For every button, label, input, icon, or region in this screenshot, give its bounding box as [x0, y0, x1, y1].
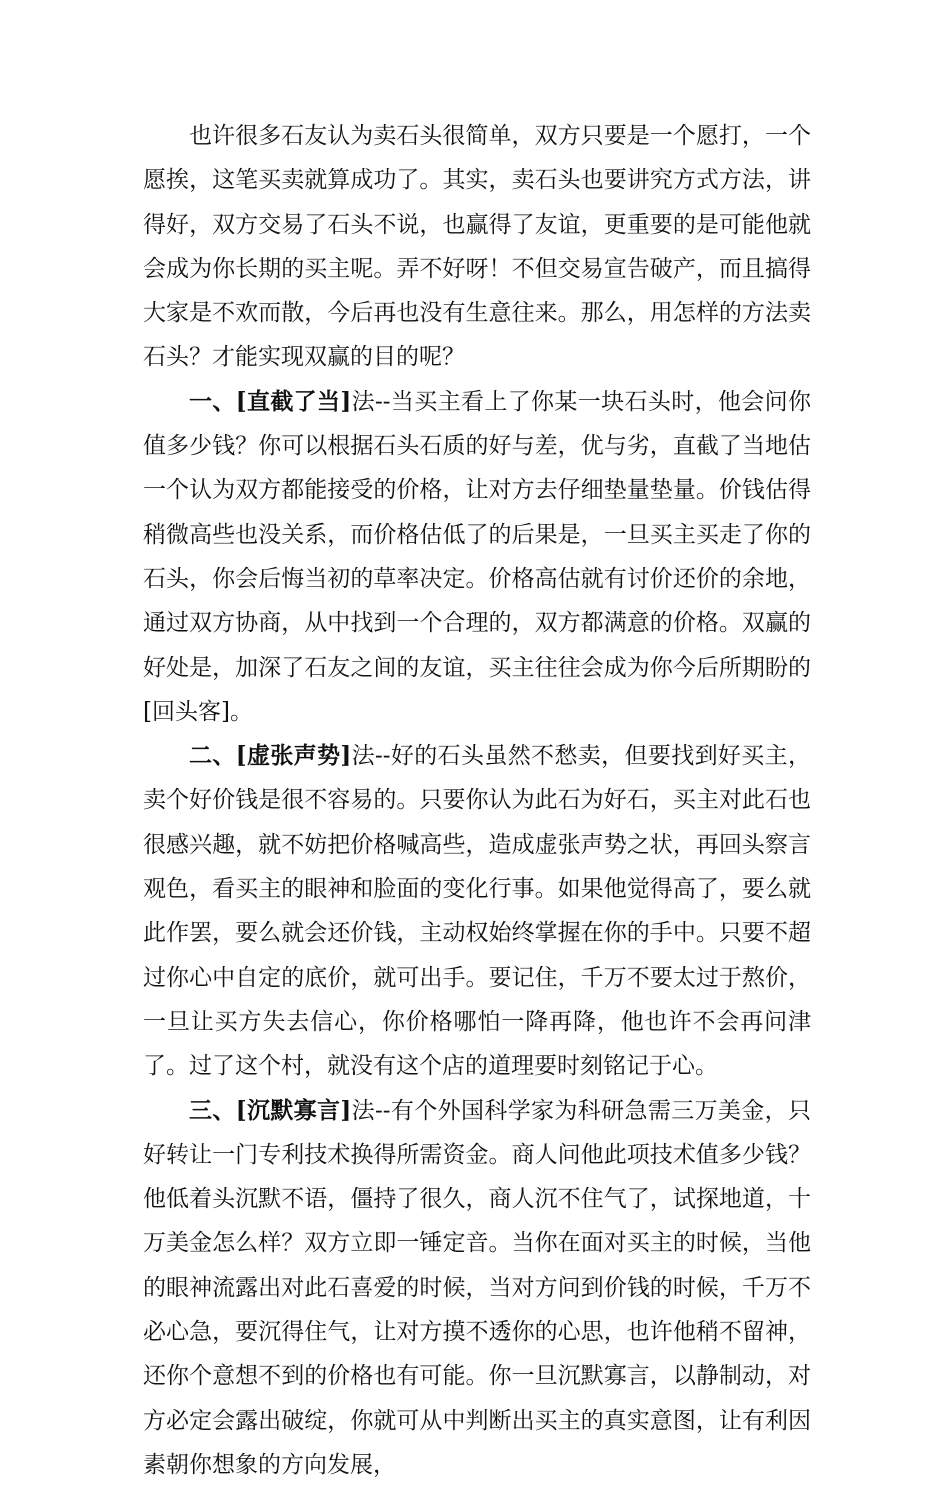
intro-paragraph: 也许很多石友认为卖石头很简单，双方只要是一个愿打，一个愿挨，这笔买卖就算成功了。其实，卖石头也要讲究方式方法，讲得好，双方交易了石头不说，也赢得了友谊，更重要的是可能他就会成为你长期的买主呢。弄不好呀！不但交易宣告破产，而且搞得大家是不欢而散，今后再也没有生意往来。那么，用怎样的方法卖石头？才能实现双赢的目的呢？ — [143, 123, 811, 371]
section-3-heading: 三、[沉默寡言] — [189, 1096, 352, 1124]
section-3-paragraph — [143, 1089, 811, 1487]
section-3-body: 法--有个外国科学家为科研急需三万美金，只好转让一门专利技术换得所需资金。商人问他此项技术值多少钱？他低着头沉默不语，僵持了很久，商人沉不住气了，试探地道，十万美金怎么样？双方立即一锤定音。当你在面对买主的时候，当他的眼神流露出对此石喜爱的时候，当对方问到价钱的时候，千万不必心急，要沉得住气，让对方摸不透你的心思，也许他稍不留神，还你个意想不到的价格也有可能。你一旦沉默寡言，以静制动，对方必定会露出破绽，你就可从中判断出买主的真实意图，让有利因素朝你想象的方向发展， — [143, 1097, 812, 1478]
section-1-body: 法--当买主看上了你某一块石头时，他会问你值多少钱？你可以根据石头石质的好与差，优与劣，直截了当地估一个认为双方都能接受的价格，让对方去仔细垫量垫量。价钱估得稍微高些也没关系，而价格估低了的后果是，一旦买主买走了你的石头，你会后悔当初的草率决定。价格高估就有讨价还价的余地，通过双方协商，从中找到一个合理的，双方都满意的价格。双赢的好处是，加深了石友之间的友谊，买主往往会成为你今后所期盼的[回头客]。 — [143, 388, 812, 725]
section-1-heading: 一、[直截了当] — [189, 387, 352, 415]
section-2-heading: 二、[虚张声势] — [189, 742, 352, 770]
article-body — [143, 114, 811, 1487]
section-1-paragraph — [143, 380, 811, 734]
section-2-body: 法--好的石头虽然不愁卖，但要找到好买主，卖个好价钱是很不容易的。只要你认为此石为好石，买主对此石也很感兴趣，就不妨把价格喊高些，造成虚张声势之状，再回头察言观色，看买主的眼神和脸面的变化行事。如果他觉得高了，要么就此作罢，要么就会还价钱，主动权始终掌握在你的手中。只要不超过你心中自定的底价，就可出手。要记住，千万不要太过于熬价，一旦让买方失去信心，你价格哪怕一降再降，他也许不会再问津了。过了这个村，就没有这个店的道理要时刻铭记于心。 — [143, 743, 812, 1080]
section-2-paragraph — [143, 734, 811, 1088]
